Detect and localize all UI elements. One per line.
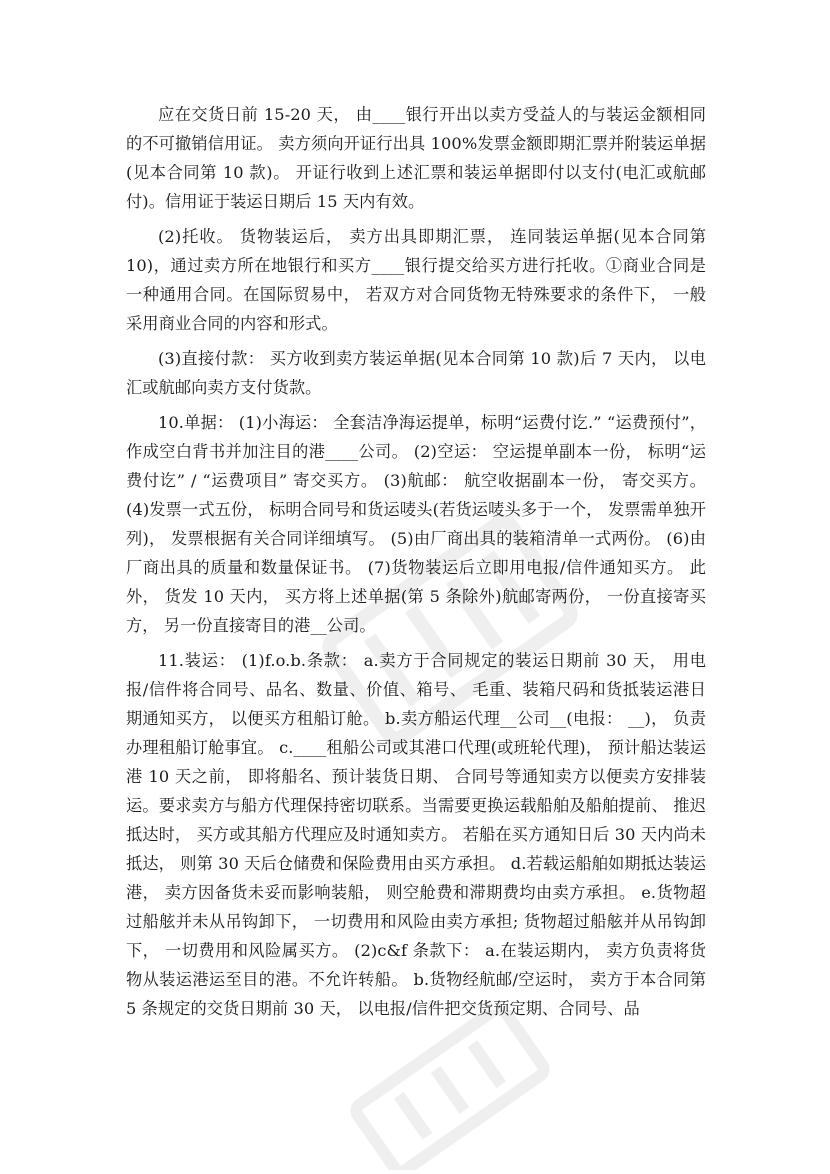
watermark-logo-bottom bbox=[330, 1010, 570, 1170]
paragraph-documents: 10.单据： (1)小海运： 全套洁净海运提单，标明“运费付讫.” “运费预付”， 作成空白背书并加注目的港____公司。 (2)空运： 空运提单副本一份， 标明“运费付讫” / “运费项目” 寄交买方。 (3)航邮： 航空收据副本一份， 寄交买方。 (4)发票一式五份， 标明合同号和货运唛头(若货运唛头多于一个， 发票需单独开列)， 发票根据有关合同详细填写。 (5)由厂商出具的装箱清单一式两份。 (6)由厂商出具的质量和数量保证书。 (7)货物装运后立即用电报/信件通知买方。 此外， 货发 10 天内， 买方将上述单据(第 5 条除外)航邮寄两份， 一份直接寄买方， 另一份直接寄目的港__公司。 bbox=[126, 413, 706, 635]
paragraph-collection: (2)托收。 货物装运后， 卖方出具即期汇票， 连同装运单据(见本合同第10)，通过卖方所在地银行和买方____银行提交给买方进行托收。①商业合同是一种通用合同。在国际贸易中， 若双方对合同货物无特殊要求的条件下， 一般采用商业合同的内容和形式。 bbox=[126, 227, 706, 333]
paragraph-lc-payment: 应在交货日前 15-20 天， 由____银行开出以卖方受益人的与装运金额相同的不可撤销信用证。 卖方须向开证行出具 100%发票金额即期汇票并附装运单据(见本合同第 10 款)。 开证行收到上述汇票和装运单据即付以支付(电汇或航邮付)。信用证于装运日期后 15 天内有效。 bbox=[126, 105, 706, 211]
paragraph-direct-payment: (3)直接付款： 买方收到卖方装运单据(见本合同第 10 款)后 7 天内， 以电汇或航邮向卖方支付货款。 bbox=[126, 349, 706, 397]
paragraph-shipment: 11.装运： (1)f.o.b.条款： a.卖方于合同规定的装运日期前 30 天， 用电报/信件将合同号、品名、数量、价值、箱号、 毛重、装箱尺码和货抵装运港日期通知买方， 以便买方租船订舱。 b.卖方船运代理__公司__(电报： __)， 负责办理租船订舱事宜。 c.____租船公司或其港口代理(或班轮代理)， 预计船达装运港 10 天之前， 即将船名、预计装货日期、 合同号等通知卖方以便卖方安排装运。要求卖方与船方代理保持密切联系。当需要更换运载船舶及船舶提前、 推迟抵达时， 买方或其船方代理应及时通知卖方。 若船在买方通知日后 30 天内尚未抵达， 则第 30 天后仓储费和保险费用由买方承担。 d.若载运船舶如期抵达装运港， 卖方因备货未妥而影响装船， 则空舱费和滞期费均由卖方承担。 e.货物超过船舷并未从吊钩卸下， 一切费用和风险由卖方承担; 货物超过船舷并从吊钩卸下， 一切费用和风险属买方。 (2)c&f 条款下： a.在装运期内， 卖方负责将货物从装运港运至目的港。不允许转船。 b.货物经航邮/空运时， 卖方于本合同第 5 条规定的交货日期前 30 天， 以电报/信件把交货预定期、合同号、品 bbox=[126, 651, 706, 1018]
document-body bbox=[126, 100, 706, 1029]
